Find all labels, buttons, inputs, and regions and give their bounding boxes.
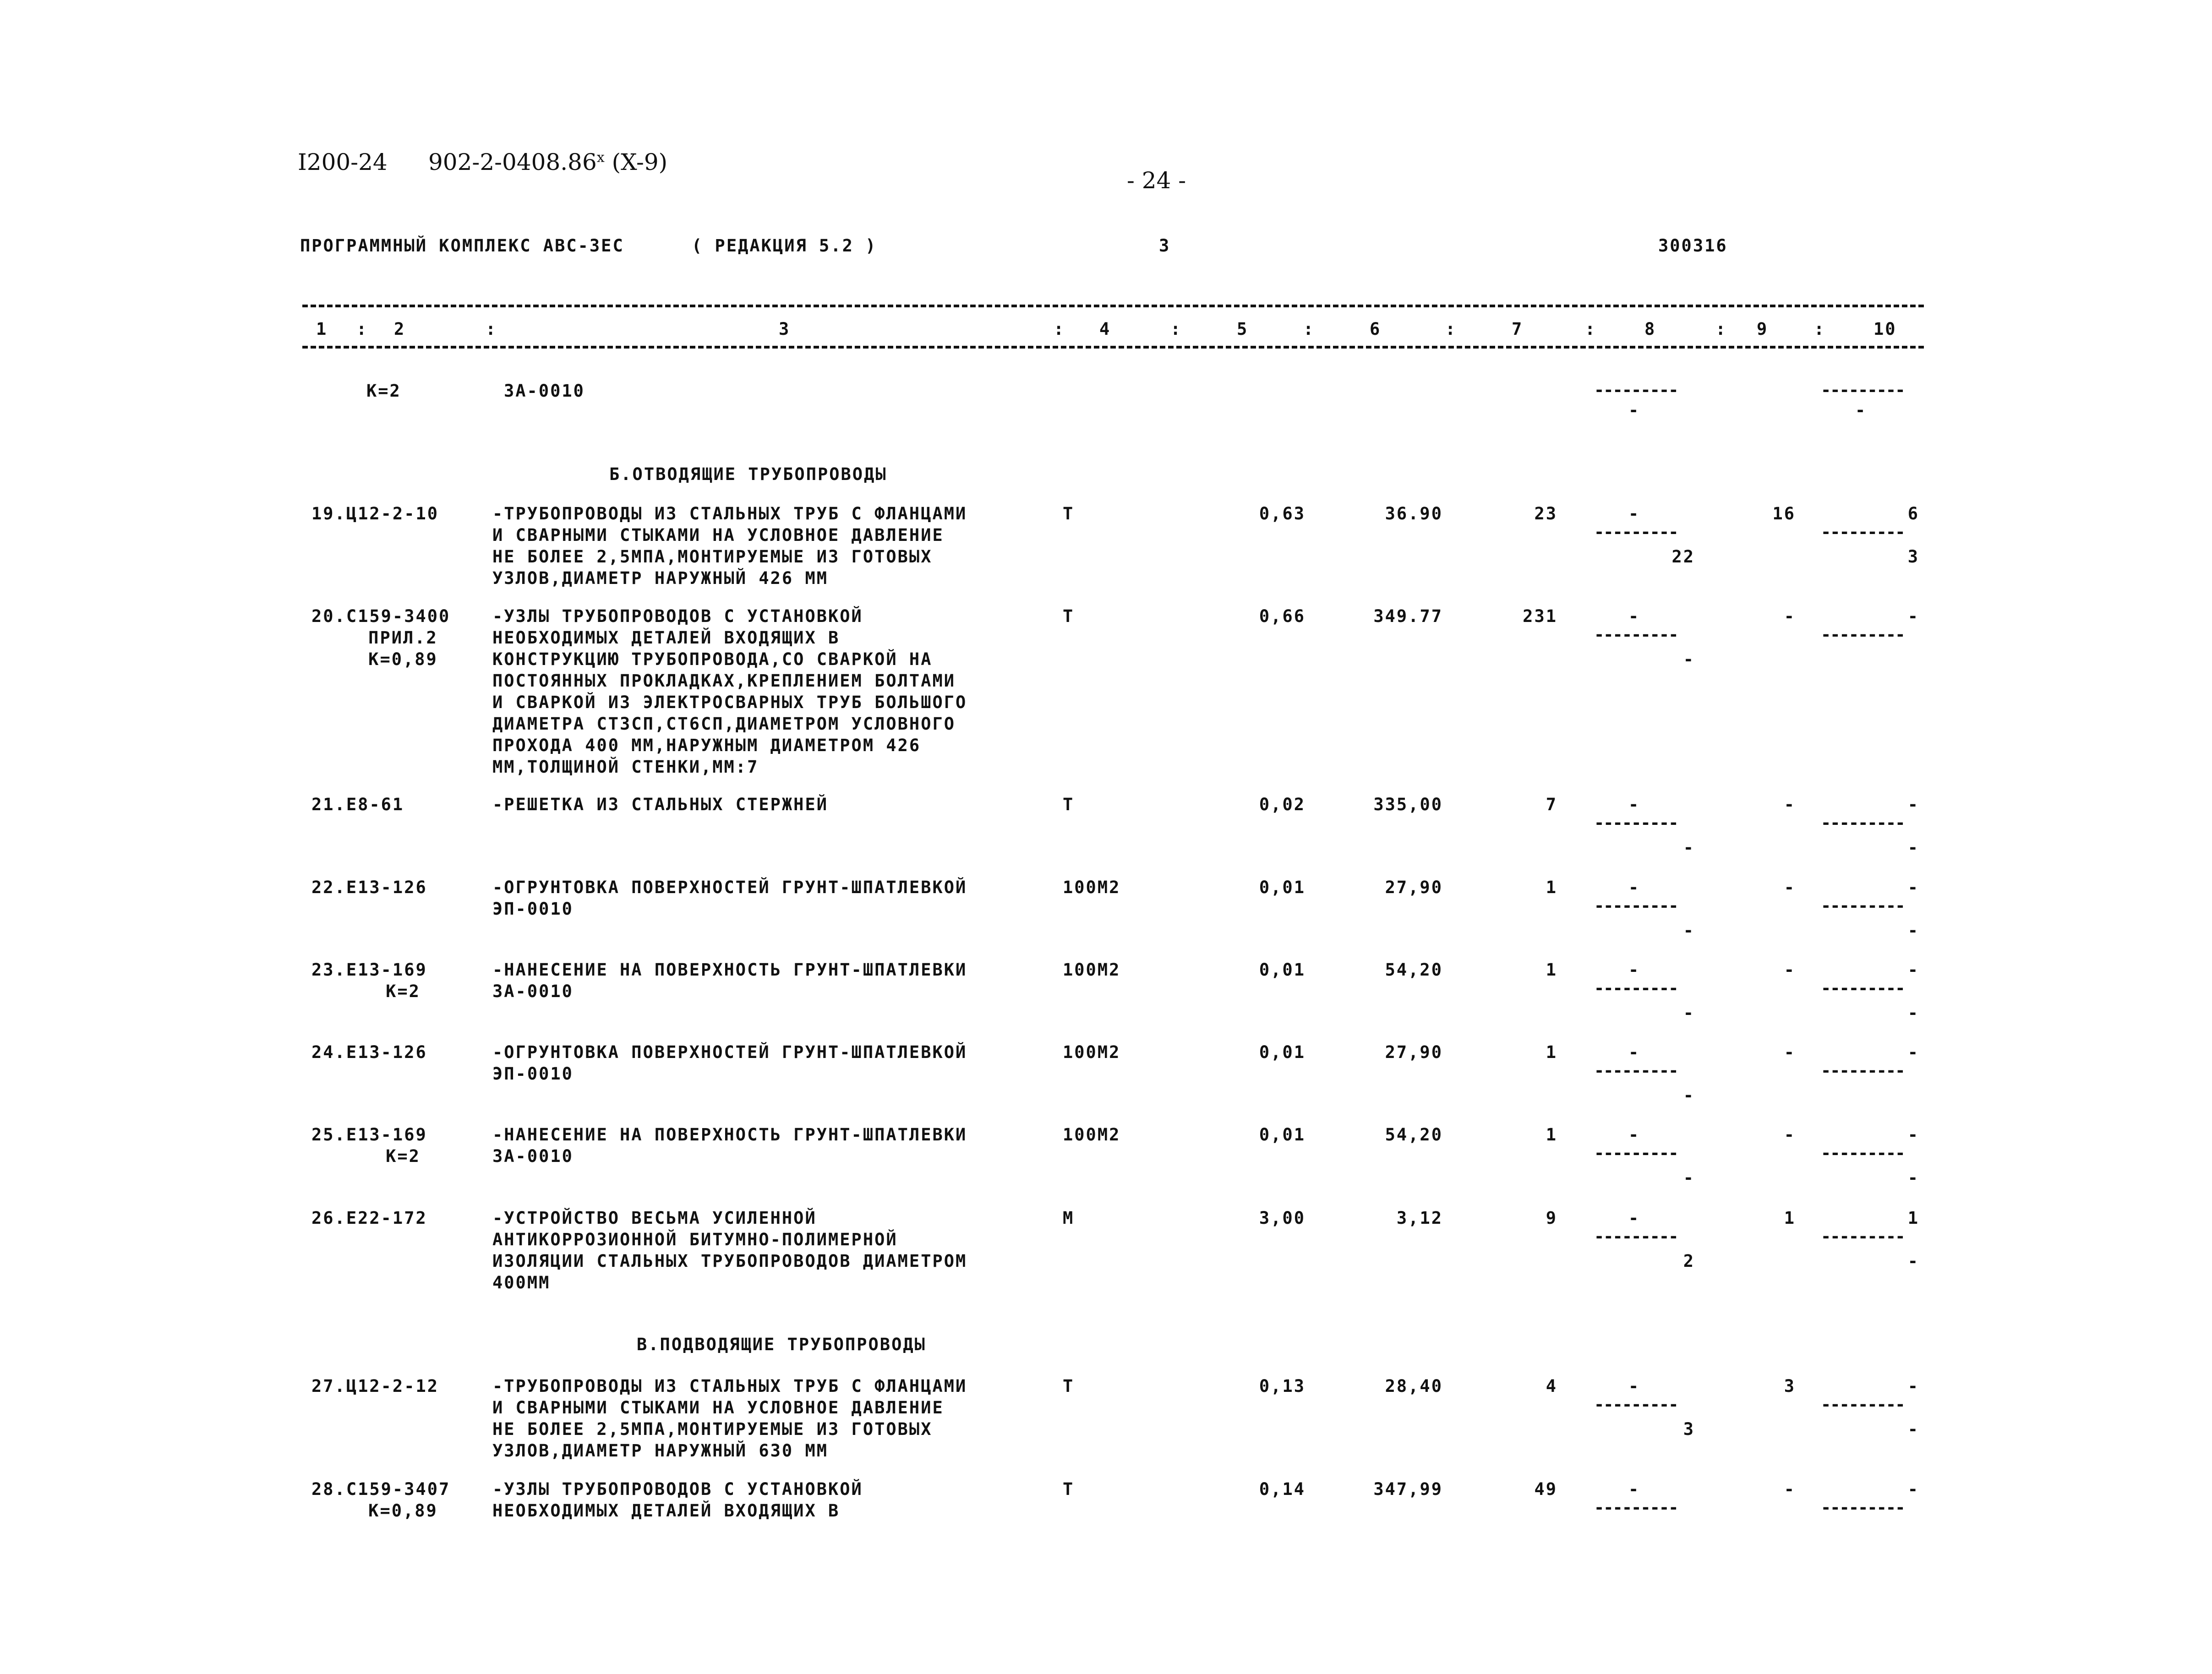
row-col10: - — [1907, 960, 1919, 980]
program-title: ПРОГРАММНЫЙ КОМПЛЕКС АВС-ЗЕС — [300, 236, 624, 256]
row-price: 347,99 — [1373, 1479, 1443, 1499]
row-unit: 100М2 — [1063, 878, 1121, 897]
row-description-line: ЗА-0010 — [492, 1146, 573, 1166]
row-code: 20.С159-3400 — [311, 606, 451, 626]
row-col8: - — [1628, 1479, 1640, 1499]
row-description-line: ПРОХОДА 400 ММ,НАРУЖНЫМ ДИАМЕТРОМ 426 — [492, 736, 921, 755]
row-description-line: И СВАРНЫМИ СТЫКАМИ НА УСЛОВНОЕ ДАВЛЕНИЕ — [492, 525, 944, 545]
row-price: 335,00 — [1373, 795, 1443, 814]
doc-designation-number: 902-2-0408.86 — [428, 149, 597, 175]
row-col8-below: - — [1683, 1168, 1695, 1188]
row-col8-below: - — [1683, 649, 1695, 669]
doc-designation — [428, 149, 667, 175]
row-price: 54,20 — [1385, 1125, 1443, 1145]
column-separator: : — [1170, 319, 1182, 339]
dash-line: --------- — [1821, 978, 1905, 998]
row-description-line: НЕОБХОДИМЫХ ДЕТАЛЕЙ ВХОДЯЩИХ В — [492, 1501, 840, 1521]
row-quantity: 0,14 — [1259, 1479, 1305, 1499]
row-quantity: 0,01 — [1259, 878, 1305, 897]
column-number: 7 — [1512, 319, 1524, 339]
row-description-line: -ТРУБОПРОВОДЫ ИЗ СТАЛЬНЫХ ТРУБ С ФЛАНЦАМИ — [492, 1376, 967, 1396]
row-col10: 1 — [1907, 1208, 1919, 1228]
row-description-line: ДИАМЕТРА СТ3СП,СТ6СП,ДИАМЕТРОМ УСЛОВНОГО — [492, 714, 956, 734]
row-description-line: 400ММ — [492, 1273, 551, 1292]
row-price: 27,90 — [1385, 878, 1443, 897]
section-heading: В.ПОДВОДЯЩИЕ ТРУБОПРОВОДЫ — [637, 1335, 926, 1354]
row-quantity: 3,00 — [1259, 1208, 1305, 1228]
row-description-line: -ОГРУНТОВКА ПОВЕРХНОСТЕЙ ГРУНТ-ШПАТЛЕВКОЙ — [492, 1042, 967, 1062]
column-number: 3 — [779, 319, 791, 339]
row-col10: - — [1907, 606, 1919, 626]
dash-line: --------- — [1821, 625, 1905, 644]
row-quantity: 0,13 — [1259, 1376, 1305, 1396]
k-row-text: ЗА-0010 — [504, 381, 585, 401]
program-edition: ( РЕДАКЦИЯ 5.2 ) — [692, 236, 877, 256]
row-col8: - — [1628, 1376, 1640, 1396]
dash-line: --------- — [1594, 1061, 1678, 1080]
row-price: 28,40 — [1385, 1376, 1443, 1396]
cell-c8-below: - — [1628, 400, 1640, 420]
row-col7: 1 — [1546, 1042, 1557, 1062]
dash-line: --------- — [1594, 522, 1678, 542]
dash-line: --------- — [1821, 380, 1905, 400]
row-description-line: ЭП-0010 — [492, 1064, 573, 1084]
dash-line: --------- — [1821, 896, 1905, 916]
row-unit: 100М2 — [1063, 1125, 1121, 1145]
row-price: 3,12 — [1396, 1208, 1443, 1228]
dash-line: --------- — [1821, 1498, 1905, 1517]
row-price: 54,20 — [1385, 960, 1443, 980]
row-code-note: К=0,89 — [368, 1501, 438, 1521]
program-code: 300316 — [1658, 236, 1728, 256]
column-number: 5 — [1237, 319, 1249, 339]
dash-line: --------- — [1821, 813, 1905, 833]
row-col9: - — [1784, 1479, 1796, 1499]
dash-line: --------- — [1594, 1143, 1678, 1163]
row-description-line: УЗЛОВ,ДИАМЕТР НАРУЖНЫЙ 426 ММ — [492, 568, 829, 588]
row-description-line: ПОСТОЯННЫХ ПРОКЛАДКАХ,КРЕПЛЕНИЕМ БОЛТАМИ — [492, 671, 956, 691]
row-col8-below: - — [1683, 838, 1695, 857]
row-unit: Т — [1063, 606, 1075, 626]
doc-code: I200-24 — [298, 149, 388, 175]
row-col10: - — [1907, 878, 1919, 897]
dash-line: --------- — [1821, 1227, 1905, 1246]
row-col8-below: 2 — [1683, 1251, 1695, 1271]
column-number: 9 — [1757, 319, 1769, 339]
row-code: 25.Е13-169 — [311, 1125, 427, 1145]
dash-line: --------- — [1594, 380, 1678, 400]
row-col8: - — [1628, 1208, 1640, 1228]
row-col10-below: 3 — [1907, 547, 1919, 567]
row-description-line: НЕОБХОДИМЫХ ДЕТАЛЕЙ ВХОДЯЩИХ В — [492, 628, 840, 648]
row-col10: - — [1907, 1479, 1919, 1499]
row-unit: М — [1063, 1208, 1075, 1228]
row-description-line: -УЗЛЫ ТРУБОПРОВОДОВ С УСТАНОВКОЙ — [492, 606, 863, 626]
column-separator: : — [1303, 319, 1315, 339]
row-description-line: НЕ БОЛЕЕ 2,5МПА,МОНТИРУЕМЫЕ ИЗ ГОТОВЫХ — [492, 547, 933, 567]
row-col9: - — [1784, 1042, 1796, 1062]
row-quantity: 0,66 — [1259, 606, 1305, 626]
row-col7: 1 — [1546, 1125, 1557, 1145]
column-number: 10 — [1873, 319, 1897, 339]
header-rule-bottom — [302, 346, 1924, 349]
row-description-line: -УЗЛЫ ТРУБОПРОВОДОВ С УСТАНОВКОЙ — [492, 1479, 863, 1499]
row-col8: - — [1628, 1125, 1640, 1145]
dash-line: --------- — [1594, 896, 1678, 916]
row-description-line: ЭП-0010 — [492, 899, 573, 919]
row-description-line: И СВАРКОЙ ИЗ ЭЛЕКТРОСВАРНЫХ ТРУБ БОЛЬШОГО — [492, 693, 967, 712]
row-col10-below: - — [1907, 1251, 1919, 1271]
section-heading: Б.ОТВОДЯЩИЕ ТРУБОПРОВОДЫ — [609, 464, 887, 484]
row-unit: 100М2 — [1063, 960, 1121, 980]
row-code: 21.Е8-61 — [311, 795, 404, 814]
row-col8: - — [1628, 504, 1640, 523]
column-number: 4 — [1099, 319, 1111, 339]
row-code: 28.С159-3407 — [311, 1479, 451, 1499]
column-separator: : — [1814, 319, 1826, 339]
row-col10-below: - — [1907, 1003, 1919, 1023]
dash-line: --------- — [1821, 1395, 1905, 1414]
row-col8-below: 3 — [1683, 1419, 1695, 1439]
row-description-line: И СВАРНЫМИ СТЫКАМИ НА УСЛОВНОЕ ДАВЛЕНИЕ — [492, 1398, 944, 1418]
row-col9: - — [1784, 878, 1796, 897]
row-description-line: -УСТРОЙСТВО ВЕСЬМА УСИЛЕННОЙ — [492, 1208, 817, 1228]
row-col8: - — [1628, 960, 1640, 980]
row-code: 26.Е22-172 — [311, 1208, 427, 1228]
row-col8-below: - — [1683, 1003, 1695, 1023]
row-col7: 1 — [1546, 878, 1557, 897]
row-description-line: -ОГРУНТОВКА ПОВЕРХНОСТЕЙ ГРУНТ-ШПАТЛЕВКОЙ — [492, 878, 967, 897]
k-coefficient: К=2 — [366, 381, 401, 401]
dash-line: --------- — [1594, 813, 1678, 833]
row-col7: 7 — [1546, 795, 1557, 814]
row-code: 23.Е13-169 — [311, 960, 427, 980]
row-description-line: -ТРУБОПРОВОДЫ ИЗ СТАЛЬНЫХ ТРУБ С ФЛАНЦАМИ — [492, 504, 967, 523]
row-code: 22.Е13-126 — [311, 878, 427, 897]
row-col7: 231 — [1523, 606, 1557, 626]
dash-line: --------- — [1594, 625, 1678, 644]
row-description-line: -РЕШЕТКА ИЗ СТАЛЬНЫХ СТЕРЖНЕЙ — [492, 795, 829, 814]
row-col7: 1 — [1546, 960, 1557, 980]
row-quantity: 0,01 — [1259, 1042, 1305, 1062]
row-code: 27.Ц12-2-12 — [311, 1376, 439, 1396]
row-col9: - — [1784, 1125, 1796, 1145]
row-description-line: УЗЛОВ,ДИАМЕТР НАРУЖНЫЙ 630 ММ — [492, 1441, 829, 1461]
row-code-note: К=2 — [386, 1146, 421, 1166]
row-col7: 49 — [1534, 1479, 1557, 1499]
cell-c10-below: - — [1855, 400, 1867, 420]
row-col10: - — [1907, 1125, 1919, 1145]
row-col10-below: - — [1907, 921, 1919, 940]
column-separator: : — [1585, 319, 1597, 339]
doc-designation-superscript: x — [596, 149, 605, 166]
column-number: 6 — [1370, 319, 1382, 339]
row-description-line: НЕ БОЛЕЕ 2,5МПА,МОНТИРУЕМЫЕ ИЗ ГОТОВЫХ — [492, 1419, 933, 1439]
page-number: - 24 - — [1127, 167, 1186, 194]
row-code-note: К=0,89 — [368, 649, 438, 669]
row-price: 36.90 — [1385, 504, 1443, 523]
row-col9: 16 — [1772, 504, 1796, 523]
row-description-line: ИЗОЛЯЦИИ СТАЛЬНЫХ ТРУБОПРОВОДОВ ДИАМЕТРОМ — [492, 1251, 967, 1271]
column-separator: : — [1715, 319, 1727, 339]
row-unit: Т — [1063, 504, 1075, 523]
program-section: 3 — [1159, 236, 1171, 256]
row-code-note: К=2 — [386, 981, 421, 1001]
column-number: 8 — [1644, 319, 1656, 339]
dash-line: --------- — [1594, 1227, 1678, 1246]
column-separator: : — [1054, 319, 1065, 339]
dash-line: --------- — [1821, 522, 1905, 542]
row-col9: 1 — [1784, 1208, 1796, 1228]
row-description-line: КОНСТРУКЦИЮ ТРУБОПРОВОДА,СО СВАРКОЙ НА — [492, 649, 933, 669]
row-unit: Т — [1063, 1479, 1075, 1499]
row-col8: - — [1628, 795, 1640, 814]
doc-album: (X-9) — [612, 149, 668, 175]
row-quantity: 0,63 — [1259, 504, 1305, 523]
dash-line: --------- — [1821, 1143, 1905, 1163]
header-rule-top — [302, 305, 1924, 307]
row-col7: 4 — [1546, 1376, 1557, 1396]
column-separator: : — [356, 319, 368, 339]
row-code-note: ПРИЛ.2 — [368, 628, 438, 648]
row-description-line: -НАНЕСЕНИЕ НА ПОВЕРХНОСТЬ ГРУНТ-ШПАТЛЕВКИ — [492, 1125, 967, 1145]
row-description-line: ММ,ТОЛЩИНОЙ СТЕНКИ,ММ:7 — [492, 757, 759, 777]
row-col9: - — [1784, 606, 1796, 626]
dash-line: --------- — [1821, 1061, 1905, 1080]
dash-line: --------- — [1594, 1498, 1678, 1517]
row-quantity: 0,02 — [1259, 795, 1305, 814]
row-col7: 23 — [1534, 504, 1557, 523]
row-col8-below: - — [1683, 921, 1695, 940]
row-col10-below: - — [1907, 1168, 1919, 1188]
column-number: 2 — [394, 319, 406, 339]
row-col10: - — [1907, 1376, 1919, 1396]
column-number: 1 — [316, 319, 328, 339]
row-code: 19.Ц12-2-10 — [311, 504, 439, 523]
row-code: 24.Е13-126 — [311, 1042, 427, 1062]
dash-line: --------- — [1594, 1395, 1678, 1414]
dash-line: --------- — [1594, 978, 1678, 998]
row-col8-below: 22 — [1671, 547, 1695, 567]
row-quantity: 0,01 — [1259, 1125, 1305, 1145]
row-col9: 3 — [1784, 1376, 1796, 1396]
row-description-line: -НАНЕСЕНИЕ НА ПОВЕРХНОСТЬ ГРУНТ-ШПАТЛЕВКИ — [492, 960, 967, 980]
row-price: 349.77 — [1373, 606, 1443, 626]
row-quantity: 0,01 — [1259, 960, 1305, 980]
row-col8-below: - — [1683, 1085, 1695, 1105]
row-col8: - — [1628, 878, 1640, 897]
row-col10-below: - — [1907, 1419, 1919, 1439]
row-col10: - — [1907, 795, 1919, 814]
row-unit: 100М2 — [1063, 1042, 1121, 1062]
row-col9: - — [1784, 795, 1796, 814]
row-col7: 9 — [1546, 1208, 1557, 1228]
row-unit: Т — [1063, 1376, 1075, 1396]
row-col10: - — [1907, 1042, 1919, 1062]
column-separator: : — [486, 319, 497, 339]
row-description-line: АНТИКОРРОЗИОННОЙ БИТУМНО-ПОЛИМЕРНОЙ — [492, 1230, 898, 1249]
row-col10-below: - — [1907, 838, 1919, 857]
row-col10: 6 — [1907, 504, 1919, 523]
row-description-line: ЗА-0010 — [492, 981, 573, 1001]
row-price: 27,90 — [1385, 1042, 1443, 1062]
column-separator: : — [1445, 319, 1457, 339]
row-col9: - — [1784, 960, 1796, 980]
row-unit: Т — [1063, 795, 1075, 814]
row-col8: - — [1628, 606, 1640, 626]
row-col8: - — [1628, 1042, 1640, 1062]
